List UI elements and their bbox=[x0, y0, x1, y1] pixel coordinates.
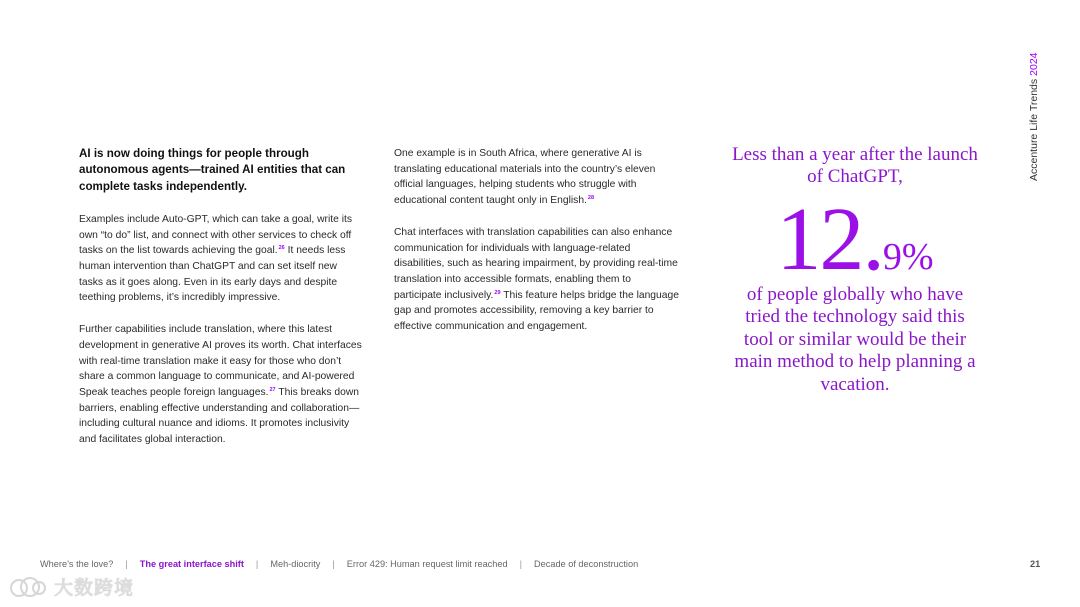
paragraph-translation bbox=[79, 322, 363, 448]
paragraph-text: Further capabilities include translation, where this latest development in generative AI proves its worth. Chat interfaces with real-time translation make it easy for those who don’t share a common language to communicate, and AI-powered Speak teaches people foreign languages. bbox=[79, 324, 362, 398]
paragraph-accessibility bbox=[394, 225, 680, 335]
paragraph-autogpt bbox=[79, 212, 363, 306]
paragraph-text: This feature helps bridge the language gap and promotes accessibility, removing a key barrier to effective communication and engagement. bbox=[394, 289, 679, 333]
footer-link-great-interface-shift[interactable]: The great interface shift bbox=[139, 559, 244, 569]
footer-nav bbox=[40, 559, 638, 569]
footnote-ref-28[interactable]: 28 bbox=[587, 195, 595, 202]
text-column-middle bbox=[394, 146, 680, 351]
lead-paragraph: AI is now doing things for people through autonomous agents—trained AI entities that can complete tasks independently. bbox=[79, 147, 346, 193]
paragraph-text: It needs less human intervention than ChatGPT and can set itself new tasks as it goes along. Even in its early days and despite teething problems, it’s incredibly impressive. bbox=[79, 245, 346, 304]
stat-description: of people globally who have tried the technology said this tool or similar would be their main method to help planning a vacation. bbox=[734, 284, 976, 395]
text-column-left bbox=[79, 146, 363, 464]
footer-separator: | bbox=[519, 559, 522, 569]
stat-intro: Less than a year after the launch of ChatGPT, bbox=[732, 144, 978, 187]
footnote-ref-26[interactable]: 26 bbox=[278, 245, 285, 252]
report-year: 2024 bbox=[1028, 52, 1040, 76]
footer-link-decade-of-deconstruction[interactable]: Decade of deconstruction bbox=[534, 559, 639, 569]
watermark bbox=[8, 573, 134, 600]
stat-callout bbox=[730, 144, 980, 396]
paragraph-text: Examples include Auto-GPT, which can take a goal, write its own “to do” list, and connect with other services to check off tasks on the list towards achieving the goal. bbox=[79, 213, 352, 257]
footer-link-wheres-the-love[interactable]: Where’s the love? bbox=[40, 559, 114, 569]
footer-separator: | bbox=[255, 559, 259, 569]
report-title: Accenture Life Trends bbox=[1028, 78, 1040, 181]
paragraph-text: This breaks down barriers, enabling effective understanding and collaboration—including cultural nuance and idioms. It promotes inclusivity and facilitates global interaction. bbox=[79, 386, 360, 446]
paragraph-south-africa bbox=[394, 146, 680, 209]
footer-separator: | bbox=[332, 559, 335, 569]
paragraph-text: Chat interfaces with translation capabilities can also enhance communication for individuals with language-related disabilities, such as hearing impairment, by providing real-time translation into accessible formats, enabling them to participate inclusively. bbox=[394, 226, 678, 301]
page-number: 21 bbox=[1030, 559, 1041, 569]
footer-link-meh-diocrity[interactable]: Meh-diocrity bbox=[270, 559, 321, 569]
footnote-ref-29[interactable]: 29 bbox=[494, 289, 501, 296]
watermark-text: 大数跨境 bbox=[54, 578, 135, 599]
report-side-title bbox=[1028, 53, 1040, 182]
footer-separator: | bbox=[125, 559, 128, 569]
stat-number bbox=[730, 190, 980, 289]
watermark-logo-icon bbox=[8, 575, 48, 599]
stat-number-int: 12. bbox=[776, 190, 883, 289]
footnote-ref-27[interactable]: 27 bbox=[269, 386, 276, 393]
paragraph-text: One example is in South Africa, where generative AI is translating educational materials into the country’s eleven official languages, helping students who struggle with educational content taught only in English. bbox=[394, 148, 656, 207]
footer-link-error-429[interactable]: Error 429: Human request limit reached bbox=[346, 559, 508, 569]
stat-number-decimal: 9% bbox=[882, 236, 934, 278]
